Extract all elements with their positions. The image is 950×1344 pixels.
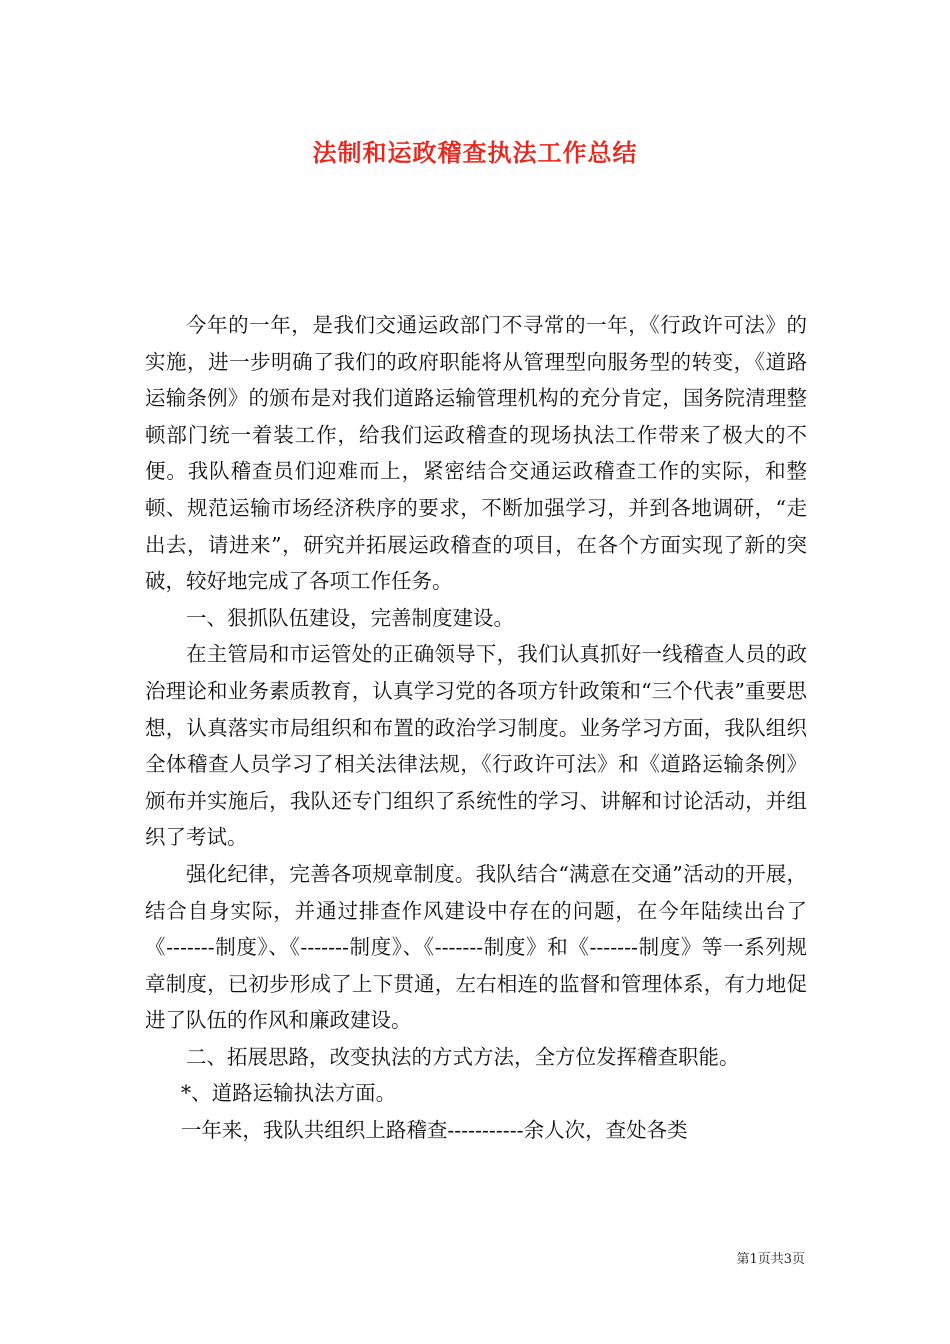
paragraph-intro: 今年的一年，是我们交通运政部门不寻常的一年，《行政许可法》的实施，进一步明确了我们的政府职能将从管理型向服务型的转变，《道路运输条例》的颁布是对我们道路运输管理机构的充分肯定，国务院清理整顿部门统一着装工作，给我们运政稽查的现场执法工作带来了极大的不便。我队稽查员们迎难而上，紧密结合交通运政稽查工作的实际，和整顿、规范运输市场经济秩序的要求，不断加强学习，并到各地调研，“走出去，请进来”，研究并拓展运政稽查的项目，在各个方面实现了新的突破，较好地完成了各项工作任务。: [145, 313, 807, 594]
page-number: 第1页共3页: [736, 1252, 805, 1267]
section-heading-1: 一、狠抓队伍建设，完善制度建设。: [186, 605, 514, 630]
page-title: 法制和运政稽查执法工作总结: [312, 138, 638, 167]
document-body: [145, 307, 807, 1149]
section-heading-2: 二、拓展思路，改变执法的方式方法，全方位发挥稽查职能。: [186, 1044, 740, 1069]
subsection-heading: *、道路运输执法方面。: [180, 1081, 397, 1106]
paragraph-discipline: 强化纪律，完善各项规章制度。我队结合“满意在交通”活动的开展，结合自身实际，并通过排查作风建设中存在的问题，在今年陆续出台了《-------制度》、《-------制度》、《-------制度》和《-------制度》等一系列规章制度，已初步形成了上下贯通，左右相连的监督和管理体系，有力地促进了队伍的作风和廉政建设。: [145, 861, 807, 1033]
paragraph-team-building: 在主管局和市运管处的正确领导下，我们认真抓好一线稽查人员的政治理论和业务素质教育，认真学习党的各项方针政策和“三个代表”重要思想，认真落实市局组织和布置的政治学习制度。业务学习方面，我队组织全体稽查人员学习了相关法律法规，《行政许可法》和《道路运输条例》颁布并实施后，我队还专门组织了系统性的学习、讲解和讨论活动，并组织了考试。: [145, 642, 807, 850]
paragraph-road-enforcement: 一年来，我队共组织上路稽查-----------余人次，查处各类: [180, 1118, 688, 1143]
